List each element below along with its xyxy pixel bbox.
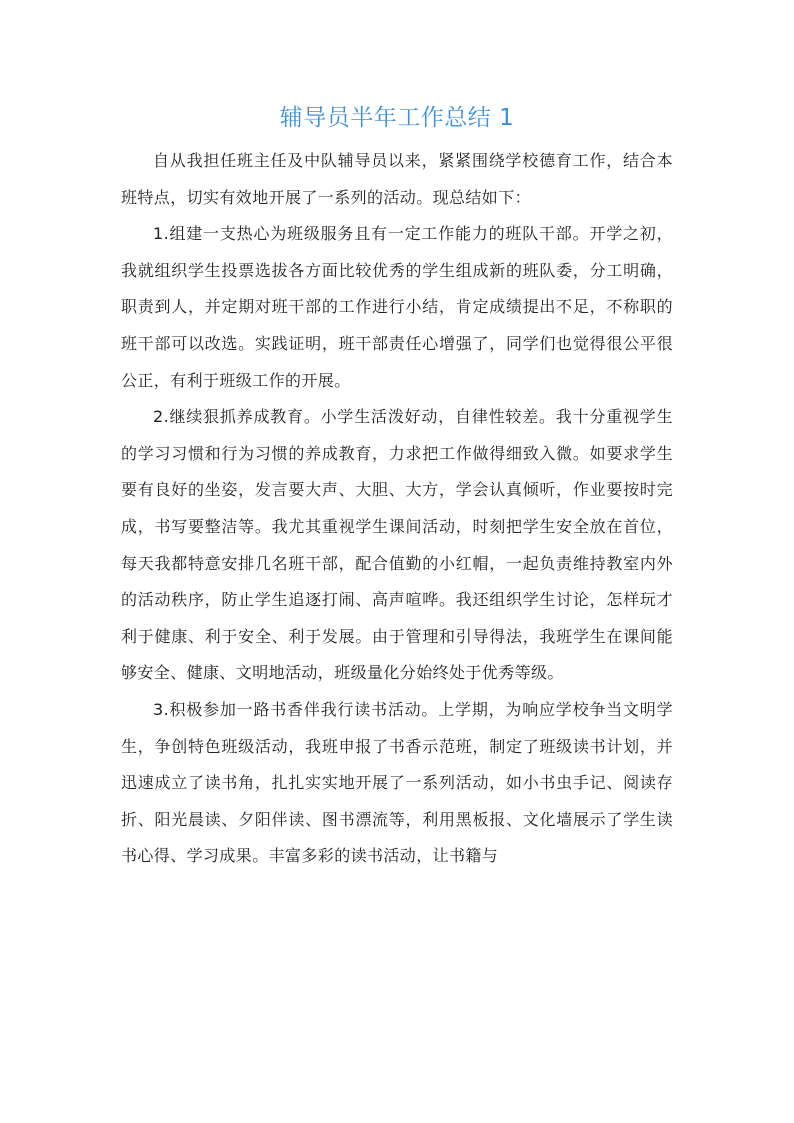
paragraph-item-1: 1.组建一支热心为班级服务且有一定工作能力的班队干部。开学之初，我就组织学生投票选拔各方面比较优秀的学生组成新的班队委，分工明确，职责到人，并定期对班干部的工作进行小结，肯定成绩提出不足，不称职的班干部可以改选。实践证明，班干部责任心增强了，同学们也觉得很公平很公正，有利于班级工作的开展。 [121, 224, 673, 390]
document-body [121, 143, 673, 875]
document-title: 辅导员半年工作总结 1 [279, 105, 515, 131]
paragraph-item-2: 2.继续狠抓养成教育。小学生活泼好动，自律性较差。我十分重视学生的学习习惯和行为习惯的养成教育，力求把工作做得细致入微。如要求学生要有良好的坐姿，发言要大声、大胆、大方，学会认真倾听，作业要按时完成，书写要整洁等。我尤其重视学生课间活动，时刻把学生安全放在首位，每天我都特意安排几名班干部，配合值勤的小红帽，一起负责维持教室内外的活动秩序，防止学生追逐打闹、高声喧哗。我还组织学生讨论，怎样玩才利于健康、利于安全、利于发展。由于管理和引导得法，我班学生在课间能够安全、健康、文明地活动，班级量化分始终处于优秀等级。 [121, 407, 673, 683]
paragraph-item-3: 3.积极参加一路书香伴我行读书活动。上学期，为响应学校争当文明学生，争创特色班级活动，我班申报了书香示范班，制定了班级读书计划，并迅速成立了读书角，扎扎实实地开展了一系列活动，如小书虫手记、阅读存折、阳光晨读、夕阳伴读、图书漂流等，利用黑板报、文化墙展示了学生读书心得、学习成果。丰富多彩的读书活动，让书籍与 [121, 699, 673, 866]
paragraph-intro: 自从我担任班主任及中队辅导员以来，紧紧围绕学校德育工作，结合本班特点，切实有效地开展了一系列的活动。现总结如下： [121, 151, 673, 207]
